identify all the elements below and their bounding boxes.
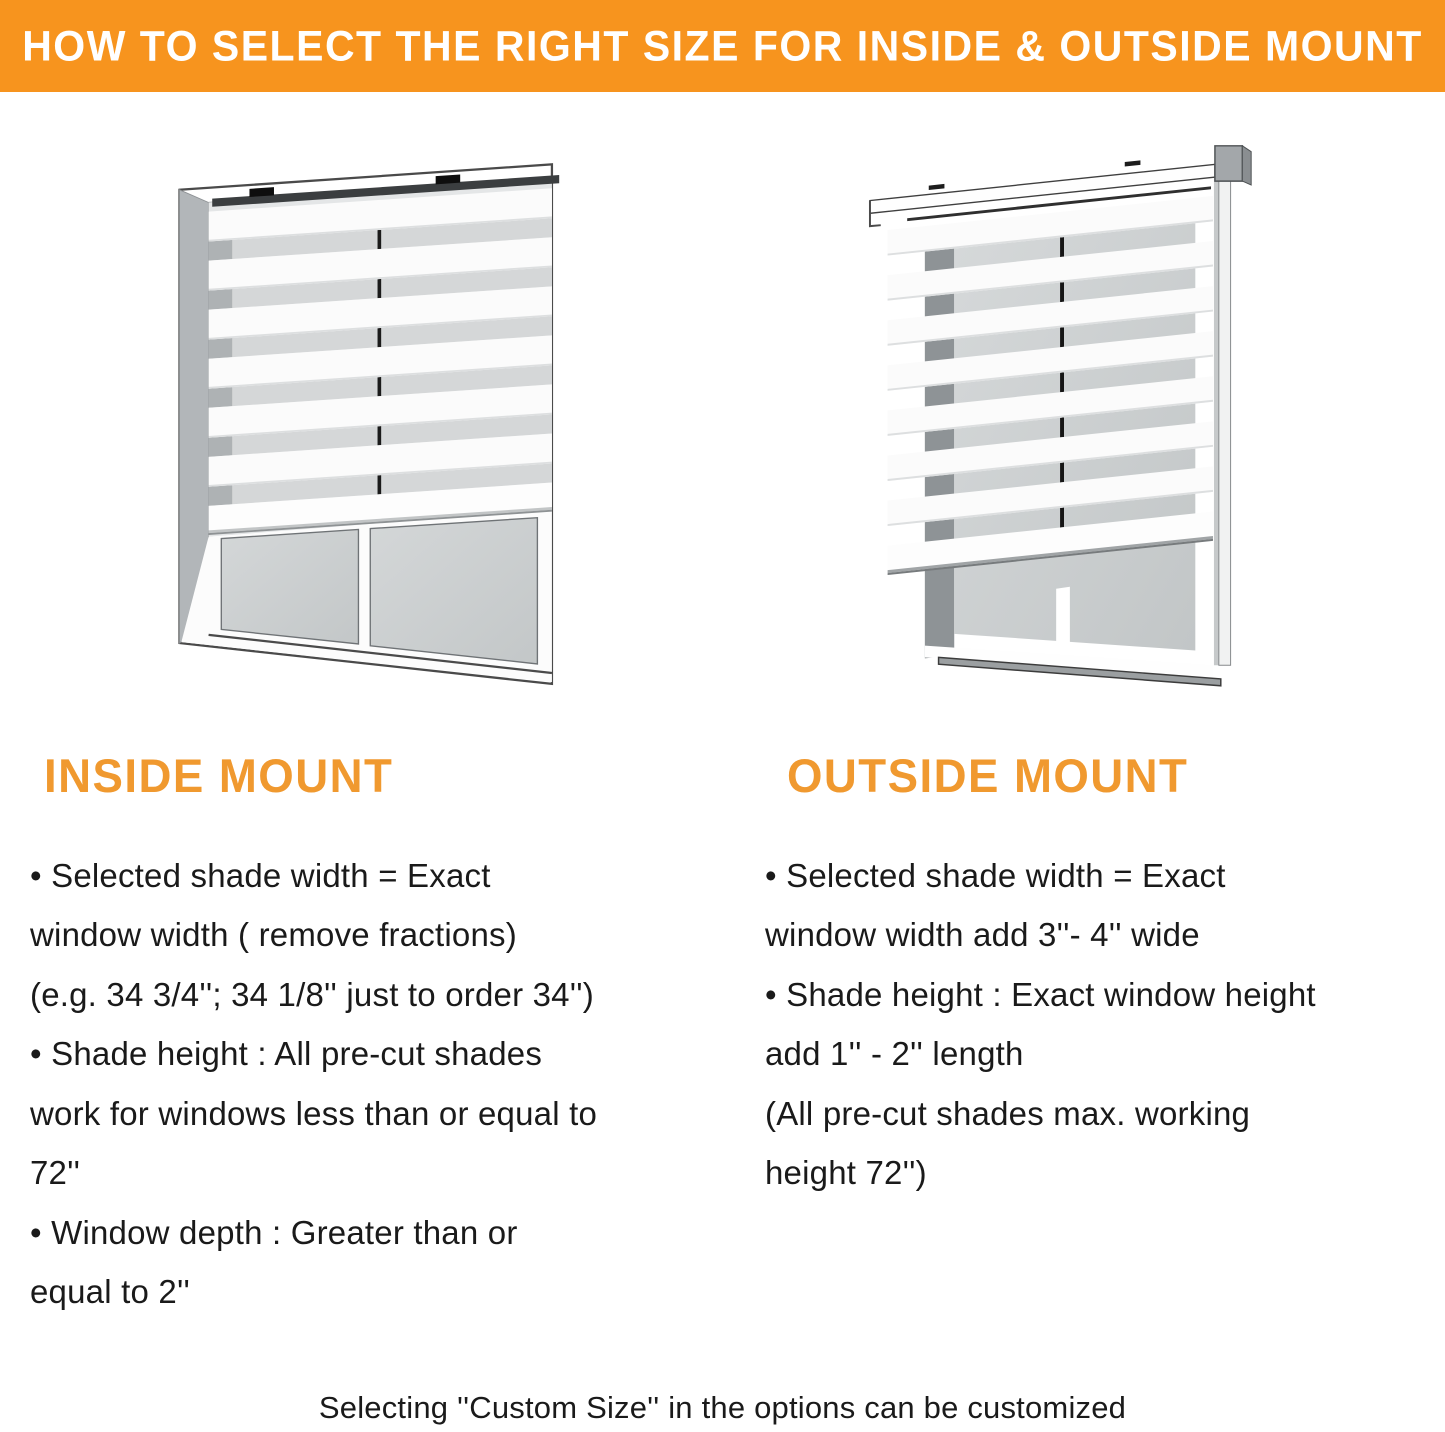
bullet-line: work for windows less than or equal to [30,1094,598,1132]
inside-mount-heading: INSIDE MOUNT [44,749,394,802]
outside-mount-bullets [765,846,1435,1203]
headrail-bracket [249,187,274,197]
screw-slot [929,184,945,190]
screw-slot [1125,160,1141,166]
glass-pane-right [370,518,537,664]
mounting-bracket [1215,146,1251,185]
custom-size-note: Selecting ''Custom Size'' in the options can be customized [318,1390,1127,1425]
bullet-line: equal to 2'' [30,1273,190,1311]
bullet-line: • Shade height : Exact window height [765,975,1316,1013]
zebra-shade [209,168,560,535]
title-banner [0,0,1445,92]
window-left-jamb [925,239,954,658]
window-mullion [1056,587,1070,653]
bullet-line: 72'' [30,1154,81,1192]
inside-mount-bullets [30,846,760,1322]
bullet-line: • Selected shade width = Exact [30,856,491,894]
bullet-line: window width add 3''- 4'' wide [765,916,1200,954]
bullet-line: height 72'') [765,1154,927,1192]
bullet-line: add 1'' - 2'' length [765,1035,1024,1073]
outside-mount-window-graphic [868,136,1260,724]
glass-pane-left [221,530,358,644]
outside-mount-figure [868,136,1260,724]
bullet-line: (All pre-cut shades max. working [765,1094,1251,1132]
inside-mount-window-graphic [163,148,563,693]
bullet-line: • Selected shade width = Exact [765,856,1226,894]
bullet-line: • Shade height : All pre-cut shades [30,1035,543,1073]
bullet-line: window width ( remove fractions) [30,916,517,954]
frame-side-strip [1219,175,1231,665]
page-title: HOW TO SELECT THE RIGHT SIZE FOR INSIDE & OUTSIDE MOUNT [22,21,1423,70]
frame-side-shadow [1214,177,1219,665]
outside-mount-heading: OUTSIDE MOUNT [787,749,1189,802]
inside-mount-figure [163,148,563,693]
bullet-line: • Window depth : Greater than or [30,1213,518,1251]
headrail-bracket [436,174,461,184]
bullet-line: (e.g. 34 3/4''; 34 1/8'' just to order 34'') [30,975,594,1013]
